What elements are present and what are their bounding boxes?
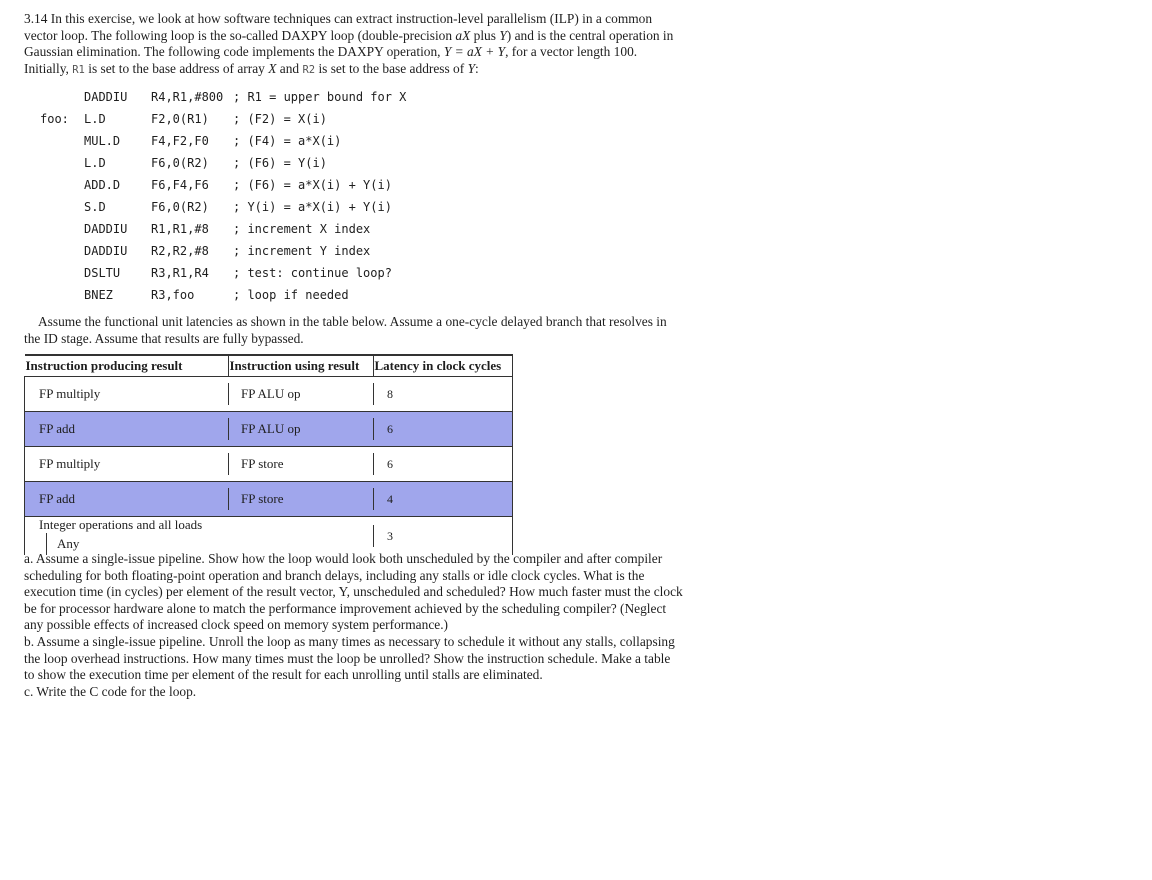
questions (24, 551, 684, 700)
cell-latency (373, 412, 513, 447)
code-opcode: DADDIU (84, 90, 128, 104)
intro-text-mid: ) and is the central operation in Gaussian elimination. The following code implements the DAXPY operation, (24, 27, 674, 60)
cell-user (228, 482, 373, 517)
cell-user-text: FP store (228, 488, 284, 510)
cell-user (228, 517, 373, 556)
intro-r2: R2 (302, 63, 316, 76)
intro-x: X (268, 60, 277, 76)
cell-latency (373, 377, 513, 412)
code-comment: ; R1 = upper bound for X (233, 90, 407, 104)
cell-user (228, 377, 373, 412)
intro-y2: Y (467, 60, 476, 76)
cell-latency-text: 3 (373, 525, 393, 547)
code-comment: ; Y(i) = a*X(i) + Y(i) (233, 200, 392, 214)
cell-user (228, 412, 373, 447)
table-row (25, 517, 513, 556)
code-opcode: DADDIU (84, 222, 128, 236)
code-comment: ; (F2) = X(i) (233, 112, 327, 126)
cell-user-text: Any (46, 533, 79, 555)
cell-producer: FP multiply (25, 447, 229, 482)
code-operands: R4,R1,#800 (151, 90, 224, 104)
code-operands: R2,R2,#8 (151, 244, 209, 258)
assumption-paragraph: Assume the functional unit latencies as shown in the table below. Assume a one-cycle delayed branch that resolves in the ID stage. Assume that results are fully bypassed. (24, 314, 667, 346)
cell-latency-text: 6 (373, 453, 393, 475)
cell-latency (373, 482, 513, 517)
intro-text-mid4: and (276, 60, 303, 76)
cell-latency-text: 6 (373, 418, 393, 440)
table-row (25, 482, 513, 517)
exercise-intro (24, 11, 684, 78)
code-label: foo: (40, 112, 69, 126)
intro-r1: R1 (72, 63, 85, 76)
table-row (25, 377, 513, 412)
cell-latency (373, 517, 513, 556)
code-comment: ; test: continue loop? (233, 266, 392, 280)
code-operands: F6,0(R2) (151, 200, 209, 214)
table-header-row (25, 355, 513, 377)
question-b: b. Assume a single-issue pipeline. Unroll the loop as many times as necessary to schedule it without any stalls, collapsing the loop overhead instructions. How many times must the loop be unrolled? Show the instruction schedule. Make a table to show the execution time per element of the result for each unrolling until stalls are eliminated. (24, 633, 675, 683)
code-opcode: BNEZ (84, 288, 113, 302)
code-comment: ; (F6) = a*X(i) + Y(i) (233, 178, 392, 192)
intro-text-end: : (475, 60, 479, 76)
intro-ax: aX (455, 27, 471, 43)
intro-text: 3.14 In this exercise, we look at how software techniques can extract instruction-level parallelism (ILP) in a common vector loop. The following loop is the so-called DAXPY loop (double-precision (24, 11, 653, 43)
code-opcode: DSLTU (84, 266, 121, 280)
assumption-text (24, 314, 684, 347)
table-row (25, 447, 513, 482)
intro-plus: plus (470, 27, 500, 43)
code-opcode: DADDIU (84, 244, 128, 258)
intro-formula: Y = aX + Y (443, 44, 506, 60)
cell-user-text: FP store (228, 453, 284, 475)
header-producer: Instruction producing result (25, 355, 229, 377)
code-comment: ; increment X index (233, 222, 371, 236)
cell-latency (373, 447, 513, 482)
cell-producer: FP add (25, 412, 229, 447)
code-comment: ; (F6) = Y(i) (233, 156, 327, 170)
intro-text-mid3: is set to the base address of array (84, 60, 269, 76)
cell-user-text: FP ALU op (228, 418, 300, 440)
cell-latency-text: 8 (373, 383, 393, 405)
intro-paragraph (24, 11, 684, 78)
code-comment: ; (F4) = a*X(i) (233, 134, 342, 148)
code-operands: F4,F2,F0 (151, 134, 209, 148)
code-operands: F2,0(R1) (151, 112, 209, 126)
code-operands: R3,foo (151, 288, 195, 302)
header-user: Instruction using result (228, 355, 373, 377)
latency-table (24, 354, 513, 555)
code-operands: F6,F4,F6 (151, 178, 209, 192)
intro-text-mid2: , for a vector length 100. Initially, (24, 44, 638, 76)
code-opcode: L.D (84, 112, 106, 126)
question-c: c. Write the C code for the loop. (24, 683, 197, 699)
cell-producer (25, 517, 229, 556)
cell-user-text: FP ALU op (228, 383, 300, 405)
code-opcode: MUL.D (84, 134, 121, 148)
code-operands: R1,R1,#8 (151, 222, 209, 236)
table-row (25, 412, 513, 447)
code-operands: F6,0(R2) (151, 156, 209, 170)
cell-user (228, 447, 373, 482)
code-opcode: ADD.D (84, 178, 121, 192)
code-comment: ; increment Y index (233, 244, 371, 258)
code-opcode: S.D (84, 200, 106, 214)
header-latency: Latency in clock cycles (373, 355, 513, 377)
code-comment: ; loop if needed (233, 288, 349, 302)
intro-y: Y (499, 27, 507, 43)
cell-producer: FP add (25, 482, 229, 517)
code-opcode: L.D (84, 156, 106, 170)
code-operands: R3,R1,R4 (151, 266, 209, 280)
cell-latency-text: 4 (373, 488, 393, 510)
cell-producer: FP multiply (25, 377, 229, 412)
question-a: a. Assume a single-issue pipeline. Show how the loop would look both unscheduled by the compiler and after compiler scheduling for both floating-point operation and branch delays, including any stalls or idle clock cycles. What is the execution time (in cycles) per element of the result vector, Y, unscheduled and scheduled? How much faster must the clock be for processor hardware alone to match the performance improvement achieved by the scheduling compiler? (Neglect any possible effects of increased clock speed on memory system performance.) (24, 551, 683, 633)
cell-producer-text: Integer operations and all loads (39, 517, 203, 532)
intro-text-mid5: is set to the base address of (315, 60, 468, 76)
